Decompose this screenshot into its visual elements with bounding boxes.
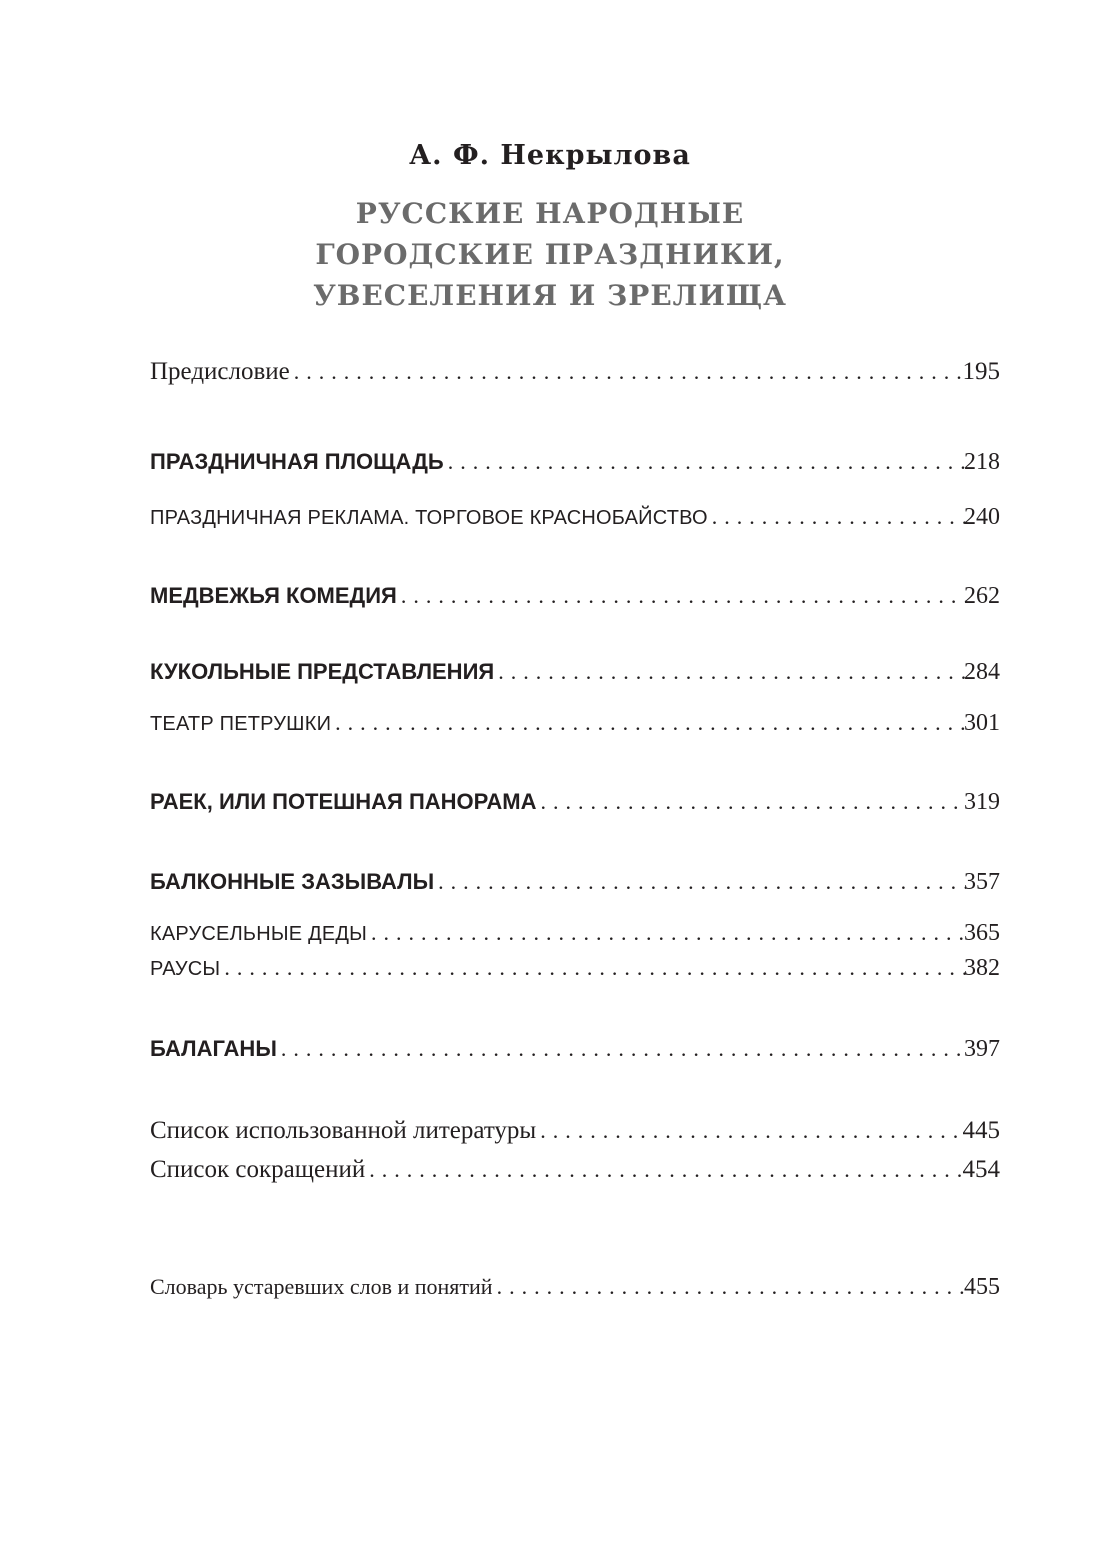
- toc-entry-bibliography[interactable]: [150, 1117, 1000, 1145]
- toc-entry-title: ПРАЗДНИЧНАЯ ПЛОЩАДЬ: [150, 449, 444, 474]
- toc-entry-chapter[interactable]: [150, 1036, 1000, 1063]
- toc-entry-title: ПРАЗДНИЧНАЯ РЕКЛАМА. ТОРГОВОЕ КРАСНОБАЙСТВО: [150, 507, 708, 529]
- toc-entry-title: Список сокращений: [150, 1156, 366, 1183]
- toc-page-number: 454: [962, 1156, 1000, 1183]
- toc-page-number: 262: [964, 583, 1000, 609]
- toc-entry-subsection[interactable]: [150, 955, 1000, 982]
- toc-entry-title: РАУСЫ: [150, 958, 221, 980]
- book-title: [0, 193, 1100, 316]
- toc-entry-title: БАЛАГАНЫ: [150, 1036, 277, 1061]
- toc-leader-dots: [369, 1157, 964, 1183]
- book-title-line: ГОРОДСКИЕ ПРАЗДНИКИ,: [315, 238, 785, 271]
- toc-page-number: 357: [964, 869, 1000, 895]
- toc-leader-dots: [294, 359, 965, 385]
- toc-leader-dots: [540, 1118, 964, 1144]
- toc-leader-dots: [281, 1036, 966, 1062]
- toc-leader-dots: [497, 1274, 966, 1300]
- toc-leader-dots: [371, 920, 966, 946]
- toc-entry-subsection[interactable]: [150, 710, 1000, 737]
- toc-page-number: 365: [964, 920, 1000, 946]
- toc-leader-dots: [401, 583, 966, 609]
- toc-entry-chapter[interactable]: [150, 789, 1000, 816]
- toc-entry-title: РАЕК, ИЛИ ПОТЕШНАЯ ПАНОРАМА: [150, 789, 537, 814]
- toc-page-number: 240: [964, 504, 1000, 530]
- toc-leader-dots: [448, 449, 966, 475]
- toc-entry-title: ТЕАТР ПЕТРУШКИ: [150, 713, 332, 735]
- toc-entry-title: МЕДВЕЖЬЯ КОМЕДИЯ: [150, 583, 397, 608]
- toc-page-number: 195: [962, 358, 1000, 385]
- toc-entry-abbreviations[interactable]: [150, 1156, 1000, 1184]
- toc-page-number: 218: [964, 449, 1000, 475]
- toc-entry-title: КУКОЛЬНЫЕ ПРЕДСТАВЛЕНИЯ: [150, 659, 495, 684]
- toc-leader-dots: [224, 955, 966, 981]
- toc-page-number: 382: [964, 955, 1000, 981]
- toc-entry-title: Предисловие: [150, 358, 290, 385]
- book-title-line: УВЕСЕЛЕНИЯ И ЗРЕЛИЩА: [313, 279, 787, 312]
- toc-page-number: 455: [964, 1274, 1000, 1300]
- toc-leader-dots: [712, 504, 966, 530]
- toc-entry-title: КАРУСЕЛЬНЫЕ ДЕДЫ: [150, 923, 368, 945]
- toc-entry-chapter[interactable]: [150, 869, 1000, 896]
- toc-page-number: 301: [964, 710, 1000, 736]
- toc-entry-chapter[interactable]: [150, 449, 1000, 476]
- toc-entry-glossary[interactable]: [150, 1274, 1000, 1301]
- toc-entry-chapter[interactable]: [150, 659, 1000, 686]
- toc-leader-dots: [438, 869, 966, 895]
- toc-page-number: 445: [962, 1117, 1000, 1144]
- toc-page-number: 319: [964, 789, 1000, 815]
- toc-entry-title: БАЛКОННЫЕ ЗАЗЫВАЛЫ: [150, 869, 435, 894]
- book-title-line: РУССКИЕ НАРОДНЫЕ: [355, 197, 745, 230]
- toc-leader-dots: [541, 789, 966, 815]
- toc-entry-preface[interactable]: [150, 358, 1000, 386]
- toc-leader-dots: [335, 710, 966, 736]
- toc-entry-title: Словарь устаревших слов и понятий: [150, 1274, 493, 1299]
- author-name: А. Ф. Некрылова: [409, 140, 691, 171]
- toc-leader-dots: [498, 659, 966, 685]
- toc-page-number: 397: [964, 1036, 1000, 1062]
- toc-entry-subsection[interactable]: [150, 504, 1000, 531]
- toc-page-number: 284: [964, 659, 1000, 685]
- toc-entry-title: Список использованной литературы: [150, 1117, 537, 1144]
- toc-entry-subsection[interactable]: [150, 920, 1000, 947]
- toc-entry-chapter[interactable]: [150, 583, 1000, 610]
